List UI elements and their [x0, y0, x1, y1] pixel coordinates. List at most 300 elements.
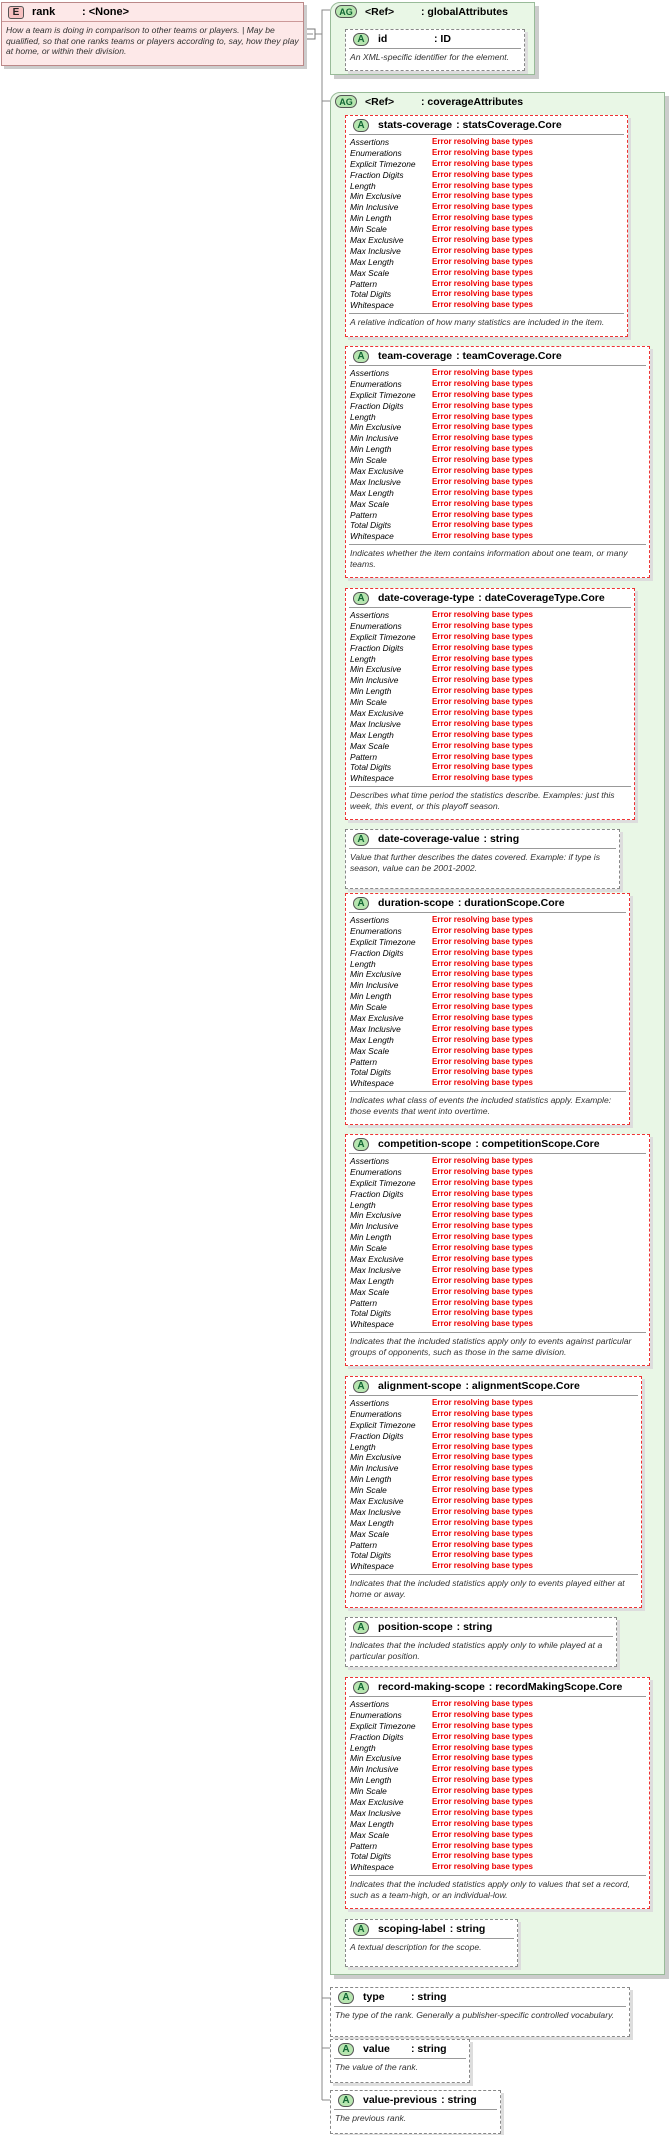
facet-row	[350, 137, 623, 148]
attribute-name: record-making-scope	[378, 1681, 485, 1693]
attribute-group-icon: AG	[335, 5, 357, 18]
facet-label: Total Digits	[350, 1550, 392, 1561]
facet-error: Error resolving base types	[432, 1199, 533, 1209]
facet-row	[350, 1775, 645, 1786]
facet-error: Error resolving base types	[432, 1232, 533, 1242]
facet-row	[350, 1862, 645, 1873]
facet-row	[350, 1561, 637, 1572]
facet-error: Error resolving base types	[432, 718, 533, 728]
facet-row	[350, 412, 645, 423]
facet-row	[350, 1067, 625, 1078]
facet-error: Error resolving base types	[432, 1221, 533, 1231]
attribute-type: : recordMakingScope.Core	[488, 1681, 623, 1693]
type-attribute[interactable]	[330, 1987, 630, 2037]
facet-row	[350, 1721, 645, 1732]
facet-label: Fraction Digits	[350, 1430, 404, 1441]
facet-error: Error resolving base types	[432, 1840, 533, 1850]
facet-row	[350, 1002, 625, 1013]
facet-error: Error resolving base types	[432, 915, 533, 924]
facet-error: Error resolving base types	[432, 1851, 533, 1861]
facet-label: Min Scale	[350, 1485, 387, 1496]
attribute-icon: A	[338, 2043, 354, 2056]
facet-error: Error resolving base types	[432, 476, 533, 486]
facet-label: Pattern	[350, 751, 378, 762]
facet-label: Max Length	[350, 1034, 394, 1045]
facet-error: Error resolving base types	[432, 762, 533, 772]
date-coverage-type-description: Describes what time period the statistics describe. Examples: just this week, this event, or this playoff season.	[350, 790, 615, 811]
facet-row	[350, 1431, 637, 1442]
rank-element-box[interactable]	[1, 2, 304, 66]
facet-error: Error resolving base types	[432, 1166, 533, 1176]
facet-label: Whitespace	[350, 1561, 394, 1572]
competition-scope-attribute[interactable]	[345, 1134, 650, 1366]
facet-row	[350, 762, 630, 773]
facets-table	[350, 1156, 645, 1330]
facet-error: Error resolving base types	[432, 620, 533, 630]
facet-row	[350, 1189, 645, 1200]
facet-error: Error resolving base types	[432, 520, 533, 530]
team-coverage-header	[349, 347, 646, 366]
facet-label: Length	[350, 1199, 376, 1210]
coverage-attributes-header	[331, 93, 664, 110]
facet-label: Min Exclusive	[350, 1452, 402, 1463]
facet-label: Fraction Digits	[350, 169, 404, 180]
facet-row	[350, 422, 645, 433]
facet-label: Whitespace	[350, 531, 394, 542]
attribute-type: : string	[483, 833, 520, 845]
facet-error: Error resolving base types	[432, 1045, 533, 1055]
facet-row	[350, 1298, 645, 1309]
attribute-type: : statsCoverage.Core	[456, 119, 562, 131]
facet-label: Max Exclusive	[350, 1013, 404, 1024]
facet-error: Error resolving base types	[432, 422, 533, 432]
facet-row	[350, 1078, 625, 1089]
record-making-scope-header	[349, 1678, 646, 1697]
rank-type: : <None>	[82, 6, 130, 18]
facet-label: Explicit Timezone	[350, 936, 416, 947]
facet-label: Min Inclusive	[350, 433, 399, 444]
facet-row	[350, 1550, 637, 1561]
facet-row	[350, 520, 645, 531]
facet-label: Min Scale	[350, 697, 387, 708]
facet-label: Whitespace	[350, 1319, 394, 1330]
facet-row	[350, 980, 625, 991]
facet-error: Error resolving base types	[432, 235, 533, 245]
facet-row	[350, 1156, 645, 1167]
value-header	[334, 2040, 466, 2059]
facet-row	[350, 181, 623, 192]
facet-error: Error resolving base types	[432, 1156, 533, 1165]
facet-label: Min Exclusive	[350, 1753, 402, 1764]
record-making-scope-attribute[interactable]	[345, 1677, 650, 1909]
facet-row	[350, 213, 623, 224]
facet-error: Error resolving base types	[432, 936, 533, 946]
facet-label: Max Length	[350, 1275, 394, 1286]
attribute-icon: A	[353, 592, 369, 605]
duration-scope-header	[349, 894, 626, 913]
attribute-name: team-coverage	[378, 350, 453, 362]
position-scope-attribute[interactable]	[345, 1617, 617, 1667]
facet-label: Total Digits	[350, 1851, 392, 1862]
attribute-type: : string	[456, 1621, 493, 1633]
facets-table	[350, 368, 645, 542]
facet-error: Error resolving base types	[432, 466, 533, 476]
facet-label: Enumerations	[350, 620, 402, 631]
value-description: The value of the rank.	[335, 2062, 419, 2072]
facet-error: Error resolving base types	[432, 1517, 533, 1527]
facet-row	[350, 1024, 625, 1035]
facet-error: Error resolving base types	[432, 1286, 533, 1296]
facet-error: Error resolving base types	[432, 969, 533, 979]
facet-error: Error resolving base types	[432, 1807, 533, 1817]
facet-row	[350, 1035, 625, 1046]
facet-row	[350, 926, 625, 937]
facet-row	[350, 937, 625, 948]
facet-error: Error resolving base types	[432, 1786, 533, 1796]
global-attributes-ref: <Ref>	[365, 5, 395, 18]
facet-row	[350, 1420, 637, 1431]
facet-row	[350, 466, 645, 477]
facet-label: Max Scale	[350, 1286, 390, 1297]
rank-name: rank	[32, 6, 56, 18]
facet-label: Min Inclusive	[350, 980, 399, 991]
facet-error: Error resolving base types	[432, 708, 533, 718]
facet-error: Error resolving base types	[432, 1550, 533, 1560]
team-coverage-attribute[interactable]	[345, 346, 650, 578]
facet-error: Error resolving base types	[432, 1797, 533, 1807]
duration-scope-description: Indicates what class of events the included statistics apply. Example: those events that went into overtime.	[350, 1095, 612, 1116]
facet-label: Enumerations	[350, 378, 402, 389]
facet-row	[350, 1287, 645, 1298]
facet-row	[350, 1057, 625, 1068]
facet-label: Max Inclusive	[350, 718, 401, 729]
facet-error: Error resolving base types	[432, 1818, 533, 1828]
facet-error: Error resolving base types	[432, 1319, 533, 1329]
facet-row	[350, 1243, 645, 1254]
facet-label: Fraction Digits	[350, 1731, 404, 1742]
facet-row	[350, 224, 623, 235]
facet-label: Explicit Timezone	[350, 158, 416, 169]
facet-error: Error resolving base types	[432, 947, 533, 957]
facet-label: Max Exclusive	[350, 1797, 404, 1808]
facet-error: Error resolving base types	[432, 400, 533, 410]
facet-label: Fraction Digits	[350, 400, 404, 411]
facet-label: Explicit Timezone	[350, 631, 416, 642]
facet-error: Error resolving base types	[432, 1408, 533, 1418]
attribute-type: : string	[411, 2043, 447, 2055]
facet-label: Pattern	[350, 1539, 378, 1550]
facet-label: Max Inclusive	[350, 1506, 401, 1517]
facet-error: Error resolving base types	[432, 1539, 533, 1549]
facet-row	[350, 268, 623, 279]
facet-error: Error resolving base types	[432, 740, 533, 750]
facet-error: Error resolving base types	[432, 289, 533, 299]
facet-label: Min Inclusive	[350, 1221, 399, 1232]
facet-error: Error resolving base types	[432, 675, 533, 685]
attribute-name: stats-coverage	[378, 119, 453, 131]
facet-row	[350, 643, 630, 654]
facet-error: Error resolving base types	[432, 1243, 533, 1253]
facet-error: Error resolving base types	[432, 1013, 533, 1023]
facet-label: Min Exclusive	[350, 664, 402, 675]
facet-row	[350, 279, 623, 290]
facet-row	[350, 148, 623, 159]
facet-error: Error resolving base types	[432, 1308, 533, 1318]
facet-row	[350, 1699, 645, 1710]
facet-error: Error resolving base types	[432, 444, 533, 454]
facet-error: Error resolving base types	[432, 498, 533, 508]
facet-row	[350, 510, 645, 521]
facet-row	[350, 1178, 645, 1189]
facet-row	[350, 1409, 637, 1420]
facet-error: Error resolving base types	[432, 686, 533, 696]
facet-row	[350, 159, 623, 170]
attribute-icon: A	[353, 833, 369, 846]
stats-coverage-description: A relative indication of how many statistics are included in the item.	[350, 317, 605, 328]
facet-label: Whitespace	[350, 1078, 394, 1089]
facet-row	[350, 246, 623, 257]
facet-row	[350, 1540, 637, 1551]
facet-label: Max Length	[350, 487, 394, 498]
position-scope-header	[349, 1618, 613, 1637]
facet-label: Total Digits	[350, 762, 392, 773]
facet-error: Error resolving base types	[432, 278, 533, 288]
facet-row	[350, 1529, 637, 1540]
facet-label: Max Length	[350, 256, 394, 267]
attribute-icon: A	[353, 1681, 369, 1694]
coverage-attributes-group[interactable]	[330, 92, 665, 1975]
facet-label: Min Exclusive	[350, 422, 402, 433]
facet-label: Max Exclusive	[350, 466, 404, 477]
facet-row	[350, 697, 630, 708]
id-attribute-type: : ID	[434, 33, 451, 45]
facet-label: Min Scale	[350, 1243, 387, 1254]
facet-label: Max Exclusive	[350, 1254, 404, 1265]
date-coverage-value-header	[349, 830, 616, 849]
facet-row	[350, 1710, 645, 1721]
attribute-type: : alignmentScope.Core	[465, 1380, 580, 1392]
facet-label: Max Scale	[350, 267, 390, 278]
facet-label: Max Scale	[350, 1829, 390, 1840]
facet-row	[350, 1254, 645, 1265]
facet-error: Error resolving base types	[432, 137, 533, 146]
facet-label: Min Length	[350, 444, 392, 455]
facet-row	[350, 1732, 645, 1743]
stats-coverage-attribute[interactable]	[345, 115, 628, 337]
attribute-type: : teamCoverage.Core	[456, 350, 562, 362]
facet-row	[350, 1013, 625, 1024]
facet-row	[350, 1851, 645, 1862]
duration-scope-attribute[interactable]	[345, 893, 630, 1125]
scoping-label-attribute[interactable]	[345, 1919, 518, 1967]
facet-row	[350, 1046, 625, 1057]
facet-label: Min Scale	[350, 1786, 387, 1797]
date-coverage-type-attribute[interactable]	[345, 588, 635, 820]
facet-label: Max Length	[350, 1818, 394, 1829]
attribute-icon: A	[353, 350, 369, 363]
facet-label: Length	[350, 1441, 376, 1452]
facet-row	[350, 991, 625, 1002]
facet-label: Min Exclusive	[350, 1210, 402, 1221]
facet-label: Fraction Digits	[350, 1188, 404, 1199]
facet-label: Enumerations	[350, 1408, 402, 1419]
facet-row	[350, 1808, 645, 1819]
attribute-name: alignment-scope	[378, 1380, 462, 1392]
facet-label: Length	[350, 1742, 376, 1753]
facet-row	[350, 379, 645, 390]
alignment-scope-header	[349, 1377, 638, 1396]
facet-error: Error resolving base types	[432, 1699, 533, 1708]
facet-label: Total Digits	[350, 1067, 392, 1078]
facet-label: Assertions	[350, 915, 390, 925]
value-attribute[interactable]	[330, 2039, 470, 2083]
facet-row	[350, 741, 630, 752]
facet-label: Pattern	[350, 1297, 378, 1308]
facet-row	[350, 1753, 645, 1764]
facet-error: Error resolving base types	[432, 378, 533, 388]
facet-row	[350, 1452, 637, 1463]
facet-label: Min Length	[350, 1775, 392, 1786]
attribute-name: date-coverage-type	[378, 592, 475, 604]
team-coverage-description: Indicates whether the item contains information about one team, or many teams.	[350, 548, 628, 569]
alignment-scope-attribute[interactable]	[345, 1376, 642, 1608]
facet-error: Error resolving base types	[432, 631, 533, 641]
value-previous-description: The previous rank.	[335, 2113, 407, 2123]
value-previous-attribute[interactable]	[330, 2090, 501, 2134]
facet-row	[350, 1841, 645, 1852]
facet-error: Error resolving base types	[432, 509, 533, 519]
attribute-icon: A	[338, 2094, 354, 2107]
facet-label: Explicit Timezone	[350, 389, 416, 400]
facet-error: Error resolving base types	[432, 1452, 533, 1462]
facet-error: Error resolving base types	[432, 751, 533, 761]
facet-row	[350, 1200, 645, 1211]
facets-table	[350, 1699, 645, 1873]
facet-label: Total Digits	[350, 1308, 392, 1319]
facet-row	[350, 191, 623, 202]
attribute-icon: A	[353, 1380, 369, 1393]
facet-error: Error resolving base types	[432, 980, 533, 990]
facets-table	[350, 915, 625, 1089]
facet-error: Error resolving base types	[432, 300, 533, 310]
facet-error: Error resolving base types	[432, 1188, 533, 1198]
facet-label: Explicit Timezone	[350, 1177, 416, 1188]
facet-label: Whitespace	[350, 773, 394, 784]
facet-error: Error resolving base types	[432, 729, 533, 739]
facet-row	[350, 1221, 645, 1232]
facet-label: Length	[350, 180, 376, 191]
facet-error: Error resolving base types	[432, 169, 533, 179]
facet-label: Pattern	[350, 509, 378, 520]
attribute-icon: A	[353, 1923, 369, 1936]
facet-row	[350, 368, 645, 379]
stats-coverage-header	[349, 116, 624, 135]
facet-label: Max Exclusive	[350, 708, 404, 719]
facet-error: Error resolving base types	[432, 1775, 533, 1785]
facet-error: Error resolving base types	[432, 991, 533, 1001]
date-coverage-value-attribute[interactable]	[345, 829, 620, 889]
facet-error: Error resolving base types	[432, 1506, 533, 1516]
attribute-name: value-previous	[363, 2094, 438, 2106]
facet-label: Enumerations	[350, 1709, 402, 1720]
facet-row	[350, 1167, 645, 1178]
facet-error: Error resolving base types	[432, 773, 533, 783]
facet-row	[350, 959, 625, 970]
facet-label: Max Inclusive	[350, 476, 401, 487]
facet-error: Error resolving base types	[432, 1419, 533, 1429]
facet-row	[350, 719, 630, 730]
facet-label: Max Exclusive	[350, 1496, 404, 1507]
facet-row	[350, 654, 630, 665]
facet-label: Length	[350, 958, 376, 969]
facet-label: Max Exclusive	[350, 235, 404, 246]
facet-label: Max Inclusive	[350, 1023, 401, 1034]
facet-error: Error resolving base types	[432, 191, 533, 201]
facet-error: Error resolving base types	[432, 1753, 533, 1763]
facet-row	[350, 1463, 637, 1474]
facet-label: Min Exclusive	[350, 191, 402, 202]
facet-error: Error resolving base types	[432, 202, 533, 212]
attribute-name: scoping-label	[378, 1923, 446, 1935]
facet-row	[350, 1743, 645, 1754]
facet-label: Min Inclusive	[350, 202, 399, 213]
rank-description: How a team is doing in comparison to other teams or players. | May be qualified, so that one ranks teams or players according to, say, how they play at home, or within their division.	[6, 25, 299, 56]
facet-row	[350, 1830, 645, 1841]
facet-row	[350, 1210, 645, 1221]
facet-error: Error resolving base types	[432, 368, 533, 377]
facet-error: Error resolving base types	[432, 1764, 533, 1774]
id-attribute-header	[349, 30, 521, 49]
facet-row	[350, 300, 623, 311]
facet-error: Error resolving base types	[432, 224, 533, 234]
facet-row	[350, 752, 630, 763]
facets-table	[350, 137, 623, 311]
facet-error: Error resolving base types	[432, 925, 533, 935]
facet-error: Error resolving base types	[432, 653, 533, 663]
facet-error: Error resolving base types	[432, 1056, 533, 1066]
facet-row	[350, 433, 645, 444]
facet-label: Total Digits	[350, 520, 392, 531]
facet-row	[350, 1485, 637, 1496]
facet-error: Error resolving base types	[432, 1561, 533, 1571]
scoping-label-header	[349, 1920, 514, 1939]
rank-header	[2, 3, 303, 22]
facet-error: Error resolving base types	[432, 664, 533, 674]
attribute-icon: A	[353, 119, 369, 132]
facet-error: Error resolving base types	[432, 958, 533, 968]
facet-label: Whitespace	[350, 1862, 394, 1873]
competition-scope-header	[349, 1135, 646, 1154]
facet-row	[350, 675, 630, 686]
position-scope-description: Indicates that the included statistics apply only to while played at a particular position.	[350, 1640, 603, 1661]
global-attributes-group[interactable]	[330, 2, 535, 75]
facet-error: Error resolving base types	[432, 1720, 533, 1730]
facet-error: Error resolving base types	[432, 1264, 533, 1274]
facet-error: Error resolving base types	[432, 1742, 533, 1752]
facet-error: Error resolving base types	[432, 256, 533, 266]
facet-row	[350, 1276, 645, 1287]
facet-label: Whitespace	[350, 300, 394, 311]
attribute-type: : string	[449, 1923, 486, 1935]
attribute-type: : dateCoverageType.Core	[478, 592, 605, 604]
attribute-icon: A	[353, 33, 369, 46]
facet-row	[350, 915, 625, 926]
facet-label: Min Length	[350, 686, 392, 697]
facet-label: Min Length	[350, 213, 392, 224]
value-previous-header	[334, 2091, 497, 2110]
facet-error: Error resolving base types	[432, 531, 533, 541]
id-attribute[interactable]	[345, 29, 525, 71]
